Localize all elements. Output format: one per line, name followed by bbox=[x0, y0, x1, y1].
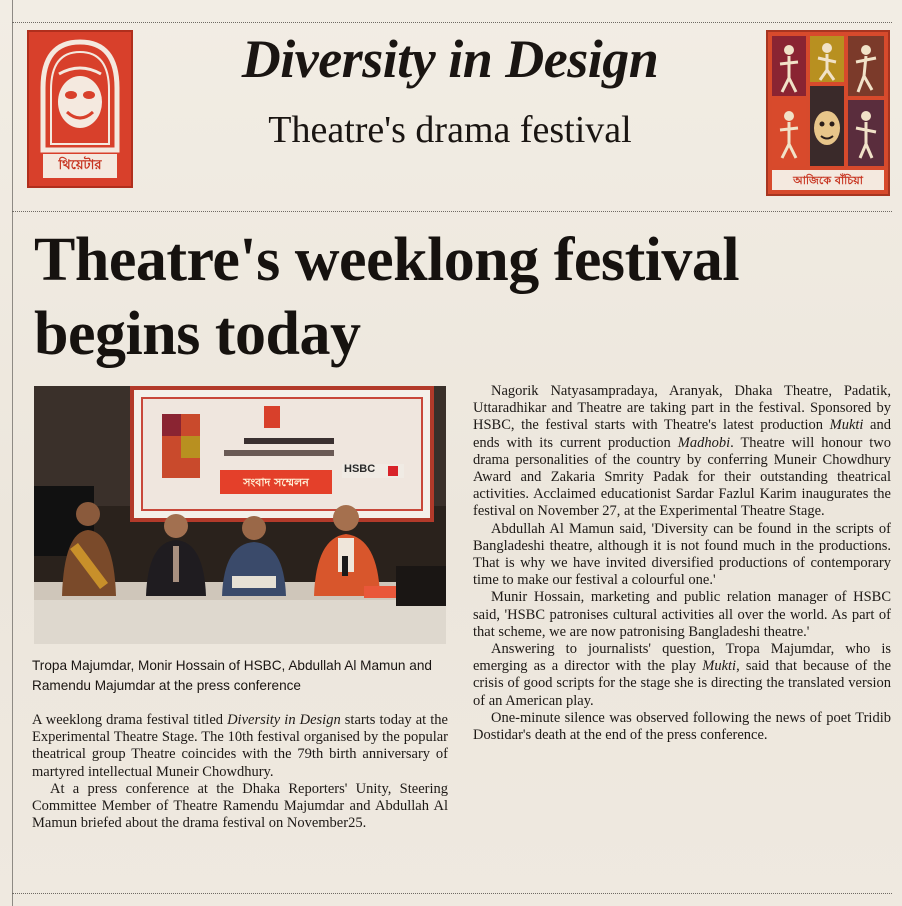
theatre-logo-label: থিয়েটার bbox=[58, 158, 102, 173]
paragraph-3-text-c: . Theatre will honour two drama personalities of the country by conferring Muneir Chowdhury Award and Zakaria Smrity Padak for their outstanding theatrical activities. Acclaimed educationist Sardar Fazlul Karim inaugurates the festival on November 27, at the Experimental Theatre Stage. bbox=[473, 434, 891, 520]
paragraph-1 bbox=[32, 712, 448, 781]
paragraph-7: One-minute silence was observed following the news of poet Tridib Dostidar's death at the end of the press conference. bbox=[473, 709, 891, 744]
paragraph-4: Abdullah Al Mamun said, 'Diversity can be found in the scripts of Bangladeshi theatre, although it is not found much in the productions. That is why we have invited diversified productions of contemporary time to make our festival a colourful one.' bbox=[473, 520, 891, 589]
festival-figures-icon bbox=[768, 32, 888, 194]
bottom-dotted-rule bbox=[12, 893, 892, 894]
section-kicker: Diversity in Design bbox=[241, 29, 659, 89]
section-subkicker: Theatre's drama festival bbox=[268, 109, 632, 151]
paragraph-3-text-a: Nagorik Natyasampradaya, Aranyak, Dhaka Theatre, Padatik, Uttaradhikar and Theatre are taking part in the festival. Sponsored by HSBC, the festival starts with Theatre's latest production bbox=[473, 383, 891, 434]
top-dotted-rule bbox=[12, 22, 892, 23]
photo-banner-sponsor: HSBC bbox=[344, 463, 376, 475]
paragraph-3 bbox=[473, 383, 891, 521]
press-conference-photo bbox=[34, 386, 446, 644]
headline-line-2: begins today bbox=[34, 300, 361, 368]
photo-scene bbox=[34, 386, 446, 644]
paragraph-2: At a press conference at the Dhaka Reporters' Unity, Steering Committee Member of Theatre Ramendu Majumdar and Abdullah Al Mamun briefed about the drama festival on November25. bbox=[32, 780, 448, 832]
theatre-logo bbox=[27, 30, 133, 188]
production-mukti: Mukti bbox=[829, 417, 864, 434]
festival-logo bbox=[766, 30, 890, 196]
headline-line-1: Theatre's weeklong festival bbox=[34, 226, 740, 294]
photo-banner-text: সংবাদ সম্মেলন bbox=[243, 476, 309, 489]
production-madhobi: Madhobi bbox=[677, 434, 731, 451]
festival-title: Diversity in Design bbox=[227, 712, 341, 728]
paragraph-3-text-b: and ends with its current production bbox=[473, 417, 891, 451]
paragraph-5: Munir Hossain, marketing and public relation manager of HSBC said, 'HSBC patronises cultural activities all over the world. As part of that scheme, we are now patronising Bangladeshi theatre.' bbox=[473, 589, 891, 640]
article-body-left bbox=[32, 712, 448, 832]
festival-logo-label: আজিকে বাঁচিয়া bbox=[793, 174, 863, 187]
paragraph-1-text-a: A weeklong drama festival titled bbox=[32, 712, 228, 728]
paragraph-6-text-a: Answering to journalists' question, Tropa Majumdar, who is emerging as a director with the play bbox=[473, 641, 891, 675]
paragraph-6 bbox=[473, 641, 891, 710]
article-body-right bbox=[473, 383, 891, 744]
header-dotted-rule bbox=[12, 211, 892, 212]
article-headline bbox=[34, 223, 874, 371]
play-mukti: Mukti bbox=[702, 658, 737, 675]
column-rule bbox=[12, 0, 13, 906]
paragraph-6-text-b: , said that because of the crisis of good scripts for the stage she is directing the translated version of an American play. bbox=[473, 658, 891, 709]
paragraph-1-text-b: starts today at the Experimental Theatre Stage. The 10th festival organised by the popular theatrical group Theatre coincides with the 79th birth anniversary of martyred intellectual Muneir Chowdhury. bbox=[32, 712, 448, 780]
photo-caption: Tropa Majumdar, Monir Hossain of HSBC, Abdullah Al Mamun and Ramendu Majumdar at the press conference bbox=[32, 658, 432, 693]
